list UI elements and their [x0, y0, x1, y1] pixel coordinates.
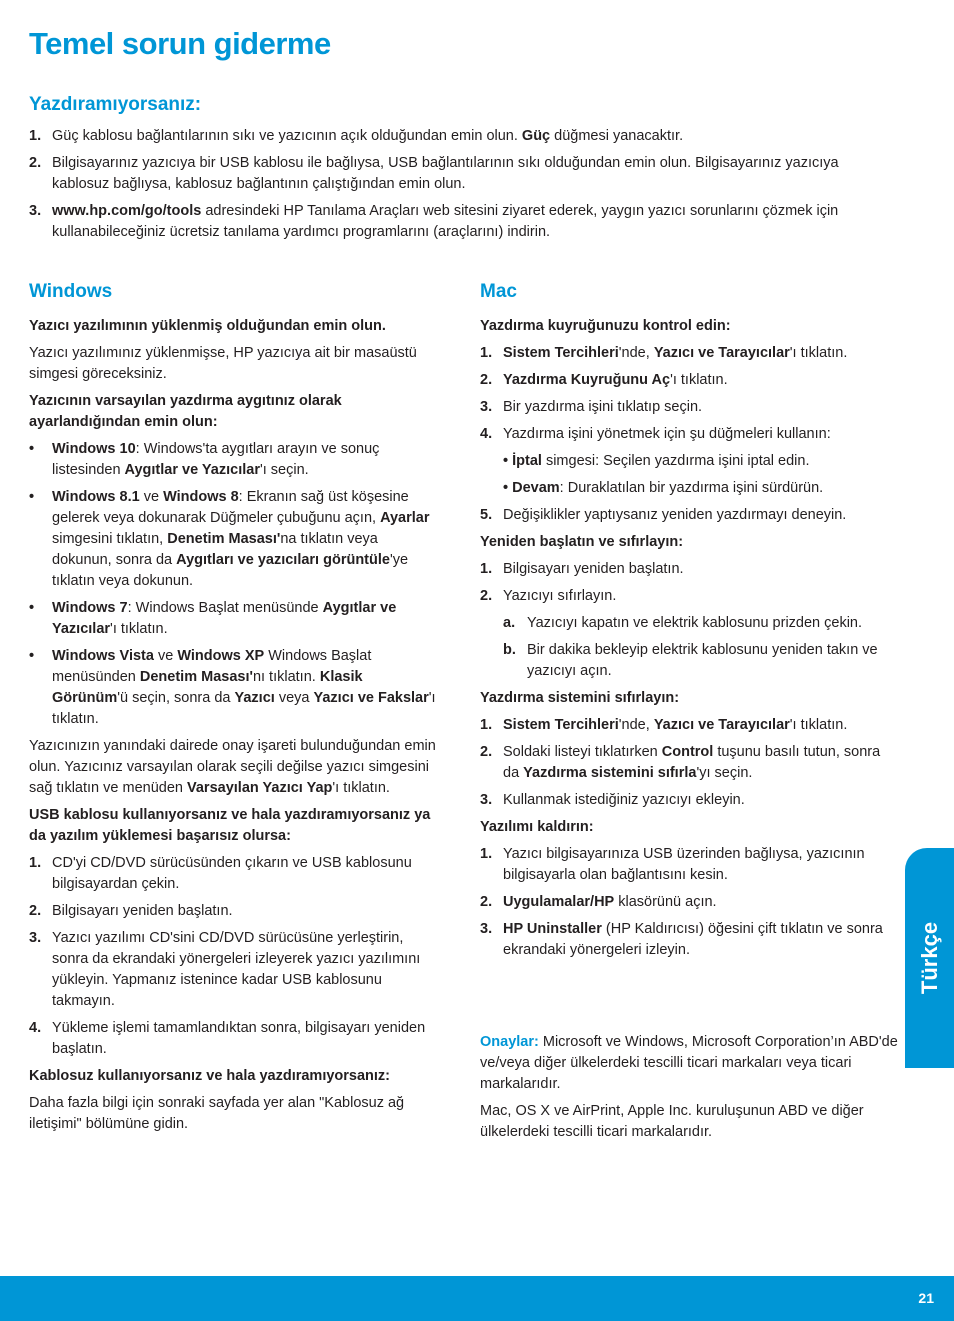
acknowledgements: [480, 1032, 898, 1149]
step-number: 1.: [29, 128, 42, 144]
section-title: Yazılımı kaldırın:: [480, 819, 594, 835]
paragraph: Yazıcınızın yanındaki dairede onay işareti bulunduğundan emin olun. Yazıcınız varsayılan olarak seçili değilse yazıcı simgesini sağ tıklatın ve menüden Varsayılan Yazıcı Yap'ı tıklatın.: [29, 738, 436, 796]
step-number: 3.: [29, 203, 42, 219]
hp-tools-link[interactable]: www.hp.com/go/tools: [52, 203, 202, 219]
list-item: 3. Kullanmak istediğiniz yazıcıyı ekleyin.: [480, 790, 898, 811]
list-item: 4. Yükleme işlemi tamamlandıktan sonra, bilgisayarı yeniden başlatın.: [29, 1020, 426, 1057]
list-item: 2. Soldaki listeyi tıklatırken Control tuşunu basılı tutun, sonra da Yazdırma sistemini sıfırla'yı seçin.: [480, 744, 881, 781]
step-number: 2.: [480, 372, 493, 388]
step-number: 3.: [29, 930, 42, 946]
section-title: Kablosuz kullanıyorsanız ve hala yazdıramıyorsanız:: [29, 1068, 391, 1084]
step-number: 2.: [480, 894, 493, 910]
language-tab-label: Türkçe: [916, 921, 942, 995]
list-item: 1. Sistem Tercihleri'nde, Yazıcı ve Tarayıcılar'ı tıklatın.: [480, 343, 898, 364]
page-number: 21: [918, 1290, 934, 1306]
list-item: 3. www.hp.com/go/tools adresindeki HP Tanılama Araçları web sitesini ziyaret ederek, yaygın yazıcı sorunlarını çözmek için kullanabileceğiniz ücretsiz tanılama yardımcı programlarını (araçlarını) indirin.: [29, 203, 839, 240]
page-title: Temel sorun giderme: [29, 26, 331, 61]
footer-bar: [0, 1276, 954, 1321]
step-number: 5.: [480, 507, 493, 523]
section-title: USB kablosu kullanıyorsanız ve hala yazdıramıyorsanız ya da yazılım yüklemesi başarısız olursa:: [29, 807, 431, 844]
step-number: 1.: [480, 717, 493, 733]
list-item: 3. Bir yazdırma işini tıklatıp seçin.: [480, 397, 898, 418]
step-number: 4.: [29, 1020, 42, 1036]
windows-heading: Windows: [29, 281, 113, 302]
step-letter: b.: [503, 642, 516, 658]
list-item: 1. Sistem Tercihleri'nde, Yazıcı ve Tarayıcılar'ı tıklatın.: [480, 715, 898, 736]
ack-label: Onaylar:: [480, 1034, 539, 1050]
list-item: 1. Yazıcı bilgisayarınıza USB üzerinden bağlıysa, yazıcının bilgisayarla olan bağlantısını kesin.: [480, 846, 865, 883]
list-item: 1. CD'yi CD/DVD sürücüsünden çıkarın ve USB kablosunu bilgisayardan çekin.: [29, 855, 412, 892]
mac-heading: Mac: [480, 281, 517, 302]
sub-item: • İptal simgesi: Seçilen yazdırma işini iptal edin.: [503, 453, 810, 469]
list-item: 1. Bilgisayarı yeniden başlatın.: [480, 559, 898, 580]
list-item: • Windows Vista ve Windows XP Windows Başlat menüsünden Denetim Masası'nı tıklatın. Klasik Görünüm'ü seçin, sonra da Yazıcı veya Yazıcı ve Fakslar'ı tıklatın.: [29, 648, 436, 727]
bullet: •: [29, 648, 35, 664]
step-number: 1.: [29, 855, 42, 871]
list-item: 2. Bilgisayarı yeniden başlatın.: [29, 901, 441, 922]
cant-print-steps: [29, 126, 889, 249]
list-item: • Windows 7: Windows Başlat menüsünde Aygıtlar ve Yazıcılar'ı tıklatın.: [29, 600, 397, 637]
step-number: 3.: [480, 399, 493, 415]
step-number: 2.: [29, 155, 42, 171]
section-title: Yazıcı yazılımının yüklenmiş olduğundan emin olun.: [29, 318, 386, 334]
list-item: 4. Yazdırma işini yönetmek için şu düğmeleri kullanın:: [480, 424, 898, 445]
list-item: 2. Yazıcıyı sıfırlayın.: [480, 586, 898, 607]
section-title: Yeniden başlatın ve sıfırlayın:: [480, 534, 684, 550]
list-item: 5. Değişiklikler yaptıysanız yeniden yazdırmayı deneyin.: [480, 505, 898, 526]
step-number: 1.: [480, 846, 493, 862]
step-number: 4.: [480, 426, 493, 442]
list-item: • Windows 8.1 ve Windows 8: Ekranın sağ üst köşesine gelerek veya dokunarak Düğmeler çubuğunu açın, Ayarlar simgesini tıklatın, Denetim Masası'na tıklatın veya dokunun, sonra da Aygıtları ve yazıcıları görüntüle'ye tıklatın veya dokunun.: [29, 489, 430, 589]
list-item: b. Bir dakika bekleyip elektrik kablosunu yeniden takın ve yazıcıyı açın.: [503, 642, 878, 679]
step-letter: a.: [503, 615, 516, 631]
step-number: 2.: [29, 903, 42, 919]
section-title: Yazıcının varsayılan yazdırma aygıtınız olarak ayarlandığından emin olun:: [29, 393, 342, 430]
list-item: 2. Bilgisayarınız yazıcıya bir USB kablosu ile bağlıysa, USB bağlantılarının sıkı olduğundan emin olun. Bilgisayarınız yazıcıya kablosuz bağlıysa, kablosuz bağlantının çalıştığından emin olun.: [29, 155, 839, 192]
list-item: • Windows 10: Windows'ta aygıtları arayın ve sonuç listesinden Aygıtlar ve Yazıcılar'ı seçin.: [29, 441, 380, 478]
bullet: •: [29, 441, 35, 457]
section-title: Yazdırma sistemini sıfırlayın:: [480, 690, 680, 706]
paragraph: Onaylar: Microsoft ve Windows, Microsoft Corporation’ın ABD'de ve/veya diğer ülkelerdeki tescilli ticari markaları veya ticari markalarıdır.: [480, 1034, 898, 1092]
mac-column: [480, 316, 898, 967]
bullet: •: [29, 600, 35, 616]
section-title: Yazdırma kuyruğunuzu kontrol edin:: [480, 318, 731, 334]
step-number: 3.: [480, 792, 493, 808]
bullet: •: [29, 489, 35, 505]
list-item: 2. Yazdırma Kuyruğunu Aç'ı tıklatın.: [480, 370, 898, 391]
sub-item: • Devam: Duraklatılan bir yazdırma işini sürdürün.: [503, 480, 824, 496]
list-item: a. Yazıcıyı kapatın ve elektrik kablosunu prizden çekin.: [503, 613, 898, 634]
cant-print-heading: Yazdıramıyorsanız:: [29, 94, 202, 115]
list-item: 2. Uygulamalar/HP klasörünü açın.: [480, 892, 898, 913]
paragraph: Yazıcı yazılımınız yüklenmişse, HP yazıcıya ait bir masaüstü simgesi göreceksiniz.: [29, 345, 417, 382]
step-number: 3.: [480, 921, 493, 937]
paragraph: Daha fazla bilgi için sonraki sayfada yer alan "Kablosuz ağ iletişimi" bölümüne gidin.: [29, 1095, 405, 1132]
step-number: 1.: [480, 345, 493, 361]
list-item: 1. Güç kablosu bağlantılarının sıkı ve yazıcının açık olduğundan emin olun. Güç düğmesi yanacaktır.: [29, 126, 889, 147]
windows-column: [29, 316, 441, 1141]
step-number: 2.: [480, 744, 493, 760]
language-tab: [905, 848, 954, 1068]
list-item: 3. HP Uninstaller (HP Kaldırıcısı) öğesini çift tıklatın ve sonra ekrandaki yönergeleri izleyin.: [480, 921, 883, 958]
step-number: 1.: [480, 561, 493, 577]
list-item: 3. Yazıcı yazılımı CD'sini CD/DVD sürücüsüne yerleştirin, sonra da ekrandaki yönergeleri izleyerek yazıcı yazılımını yükleyin. Yapmanız istenince kadar USB kablosunu takmayın.: [29, 930, 421, 1009]
step-number: 2.: [480, 588, 493, 604]
paragraph: Mac, OS X ve AirPrint, Apple Inc. kuruluşunun ABD ve diğer ülkelerdeki tescilli ticari markalarıdır.: [480, 1103, 864, 1140]
